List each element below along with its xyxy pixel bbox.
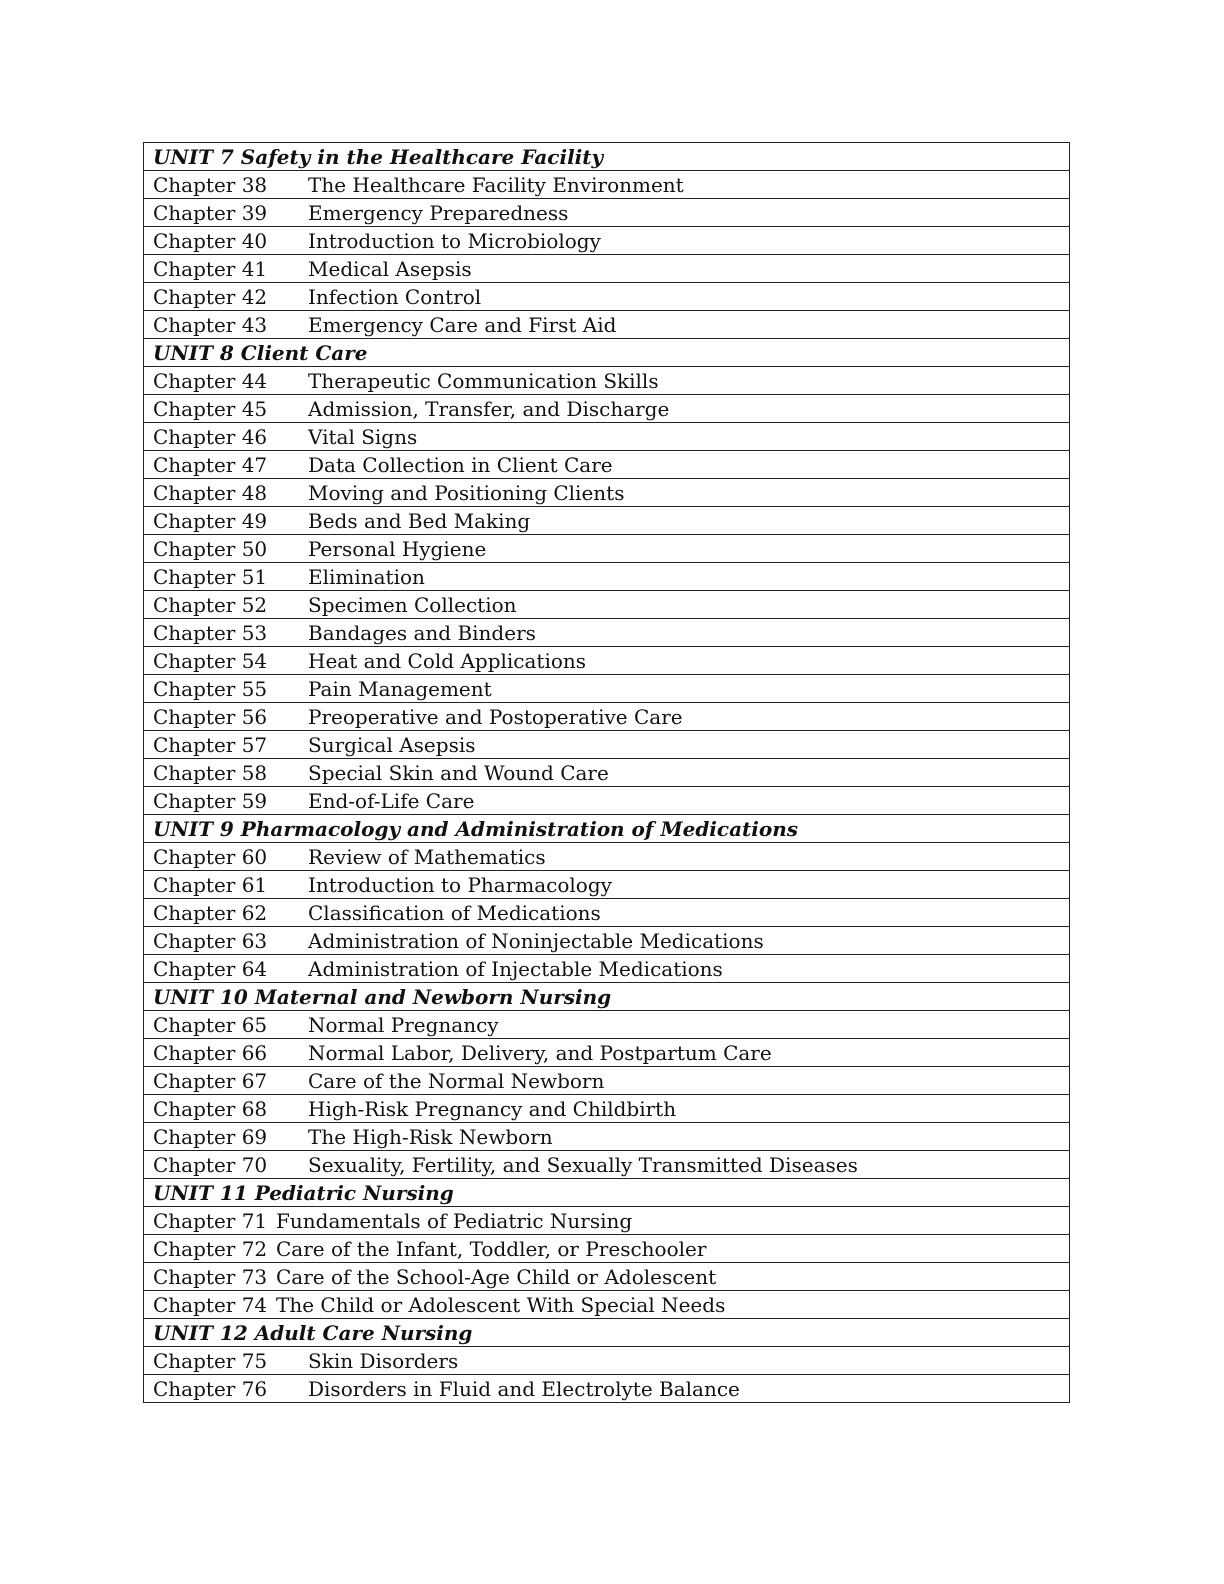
chapter-row [144,1151,1070,1179]
chapter-cell [144,1207,1070,1235]
chapter-title: Normal Pregnancy [308,1012,499,1037]
chapter-row [144,871,1070,899]
chapter-cell [144,1095,1070,1123]
chapter-title: Moving and Positioning Clients [308,480,625,505]
chapter-cell [144,619,1070,647]
chapter-row [144,283,1070,311]
chapter-cell [144,1151,1070,1179]
chapter-number: Chapter 75 [153,1348,268,1373]
chapter-number: Chapter 40 [153,228,268,253]
chapter-cell [144,1291,1070,1319]
chapter-title: Heat and Cold Applications [308,648,587,673]
chapter-cell [144,367,1070,395]
chapter-number: Chapter 61 [153,872,268,897]
chapter-cell [144,675,1070,703]
chapter-title: The Healthcare Facility Environment [308,172,684,197]
chapter-number: Chapter 76 [153,1376,268,1401]
chapter-cell [144,171,1070,199]
chapter-title: Surgical Asepsis [308,732,476,757]
chapter-row [144,1347,1070,1375]
chapter-number: Chapter 73 [153,1264,268,1289]
chapter-cell [144,395,1070,423]
chapter-row [144,703,1070,731]
chapter-number: Chapter 52 [153,592,268,617]
chapter-row [144,367,1070,395]
chapter-cell [144,955,1070,983]
chapter-title: The High-Risk Newborn [308,1124,553,1149]
chapter-row [144,227,1070,255]
chapter-title: Data Collection in Client Care [308,452,613,477]
unit-heading-row [144,143,1070,171]
chapter-row [144,199,1070,227]
chapter-row [144,1263,1070,1291]
table-of-contents [143,142,1070,1403]
chapter-row [144,1095,1070,1123]
chapter-row [144,787,1070,815]
chapter-number: Chapter 47 [153,452,268,477]
chapter-cell [144,1039,1070,1067]
chapter-number: Chapter 74 [153,1292,268,1317]
chapter-row [144,171,1070,199]
chapter-title: Special Skin and Wound Care [308,760,609,785]
chapter-number: Chapter 72 [153,1236,268,1261]
chapter-row [144,843,1070,871]
chapter-number: Chapter 56 [153,704,268,729]
chapter-title: Sexuality, Fertility, and Sexually Transmitted Diseases [308,1152,858,1177]
unit-heading: UNIT 12 Adult Care Nursing [144,1319,1070,1347]
chapter-title: Care of the Infant, Toddler, or Preschooler [276,1236,707,1261]
chapter-title: Infection Control [308,284,482,309]
chapter-title: Bandages and Binders [308,620,536,645]
chapter-number: Chapter 50 [153,536,268,561]
toc-body [144,143,1070,1403]
chapter-row [144,1207,1070,1235]
chapter-number: Chapter 48 [153,480,268,505]
chapter-cell [144,423,1070,451]
unit-heading: UNIT 10 Maternal and Newborn Nursing [144,983,1070,1011]
chapter-number: Chapter 69 [153,1124,268,1149]
unit-heading: UNIT 9 Pharmacology and Administration of Medications [144,815,1070,843]
chapter-number: Chapter 59 [153,788,268,813]
chapter-cell [144,1067,1070,1095]
chapter-number: Chapter 64 [153,956,268,981]
chapter-row [144,563,1070,591]
chapter-number: Chapter 55 [153,676,268,701]
chapter-title: Fundamentals of Pediatric Nursing [276,1208,633,1233]
chapter-title: Beds and Bed Making [308,508,531,533]
chapter-row [144,535,1070,563]
chapter-title: Normal Labor, Delivery, and Postpartum Care [308,1040,772,1065]
chapter-number: Chapter 71 [153,1208,268,1233]
chapter-row [144,899,1070,927]
chapter-number: Chapter 44 [153,368,268,393]
chapter-title: Personal Hygiene [308,536,487,561]
chapter-number: Chapter 67 [153,1068,268,1093]
chapter-cell [144,227,1070,255]
chapter-number: Chapter 53 [153,620,268,645]
chapter-number: Chapter 45 [153,396,268,421]
chapter-cell [144,283,1070,311]
chapter-cell [144,591,1070,619]
chapter-cell [144,311,1070,339]
chapter-title: Emergency Care and First Aid [308,312,617,337]
chapter-row [144,955,1070,983]
unit-heading: UNIT 7 Safety in the Healthcare Facility [144,143,1070,171]
chapter-title: Introduction to Microbiology [308,228,601,253]
chapter-number: Chapter 41 [153,256,268,281]
chapter-cell [144,927,1070,955]
chapter-title: Elimination [308,564,425,589]
chapter-cell [144,647,1070,675]
chapter-row [144,619,1070,647]
chapter-cell [144,843,1070,871]
unit-heading-row [144,1319,1070,1347]
chapter-row [144,927,1070,955]
chapter-cell [144,1011,1070,1039]
chapter-number: Chapter 63 [153,928,268,953]
chapter-number: Chapter 43 [153,312,268,337]
chapter-row [144,1067,1070,1095]
chapter-title: Care of the Normal Newborn [308,1068,605,1093]
chapter-number: Chapter 65 [153,1012,268,1037]
chapter-row [144,395,1070,423]
chapter-number: Chapter 70 [153,1152,268,1177]
chapter-cell [144,255,1070,283]
chapter-row [144,1235,1070,1263]
chapter-cell [144,535,1070,563]
chapter-number: Chapter 54 [153,648,268,673]
chapter-title: Disorders in Fluid and Electrolyte Balance [308,1376,740,1401]
chapter-cell [144,1263,1070,1291]
unit-heading-row [144,339,1070,367]
chapter-title: Administration of Injectable Medications [308,956,723,981]
chapter-cell [144,507,1070,535]
chapter-cell [144,199,1070,227]
chapter-number: Chapter 49 [153,508,268,533]
chapter-cell [144,1375,1070,1403]
chapter-title: Care of the School-Age Child or Adolescent [276,1264,717,1289]
chapter-row [144,1375,1070,1403]
chapter-number: Chapter 42 [153,284,268,309]
unit-heading-row [144,983,1070,1011]
chapter-number: Chapter 66 [153,1040,268,1065]
chapter-cell [144,1123,1070,1151]
chapter-title: Skin Disorders [308,1348,459,1373]
chapter-cell [144,563,1070,591]
chapter-cell [144,871,1070,899]
chapter-number: Chapter 46 [153,424,268,449]
unit-heading-row [144,815,1070,843]
chapter-cell [144,787,1070,815]
chapter-number: Chapter 39 [153,200,268,225]
chapter-title: Therapeutic Communication Skills [308,368,659,393]
chapter-title: High-Risk Pregnancy and Childbirth [308,1096,677,1121]
unit-heading: UNIT 8 Client Care [144,339,1070,367]
chapter-cell [144,703,1070,731]
chapter-row [144,255,1070,283]
chapter-cell [144,451,1070,479]
chapter-title: Vital Signs [308,424,418,449]
chapter-cell [144,899,1070,927]
chapter-title: Administration of Noninjectable Medications [308,928,764,953]
chapter-row [144,759,1070,787]
chapter-title: Introduction to Pharmacology [308,872,612,897]
chapter-title: End-of-Life Care [308,788,475,813]
chapter-row [144,591,1070,619]
chapter-row [144,479,1070,507]
chapter-row [144,311,1070,339]
chapter-row [144,731,1070,759]
chapter-row [144,1039,1070,1067]
chapter-title: Medical Asepsis [308,256,472,281]
chapter-title: Review of Mathematics [308,844,546,869]
chapter-cell [144,1235,1070,1263]
chapter-number: Chapter 60 [153,844,268,869]
chapter-title: Pain Management [308,676,492,701]
unit-heading: UNIT 11 Pediatric Nursing [144,1179,1070,1207]
chapter-row [144,1011,1070,1039]
chapter-number: Chapter 62 [153,900,268,925]
chapter-title: Admission, Transfer, and Discharge [308,396,670,421]
chapter-row [144,1291,1070,1319]
chapter-title: Classification of Medications [308,900,601,925]
chapter-number: Chapter 68 [153,1096,268,1121]
chapter-row [144,647,1070,675]
chapter-row [144,451,1070,479]
chapter-row [144,507,1070,535]
chapter-cell [144,731,1070,759]
chapter-row [144,1123,1070,1151]
chapter-row [144,675,1070,703]
unit-heading-row [144,1179,1070,1207]
chapter-number: Chapter 57 [153,732,268,757]
chapter-title: Preoperative and Postoperative Care [308,704,683,729]
chapter-title: The Child or Adolescent With Special Needs [276,1292,726,1317]
chapter-title: Emergency Preparedness [308,200,569,225]
chapter-cell [144,1347,1070,1375]
chapter-row [144,423,1070,451]
chapter-number: Chapter 38 [153,172,268,197]
chapter-cell [144,479,1070,507]
chapter-number: Chapter 51 [153,564,268,589]
chapter-number: Chapter 58 [153,760,268,785]
chapter-title: Specimen Collection [308,592,517,617]
chapter-cell [144,759,1070,787]
